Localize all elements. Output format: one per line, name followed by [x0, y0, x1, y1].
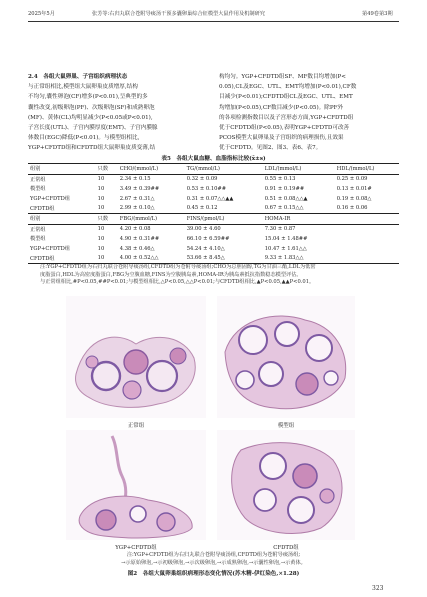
section-right-line: 0.05),CL及EGC、UTL、EMT均增加(P<0.01),CF数: [219, 84, 357, 91]
table-cell: 7.30 ± 0.87: [264, 226, 296, 233]
table-cell: 正常组: [30, 226, 46, 233]
section-title: 2.4 各组大鼠卵巢、子宫组织病理状态: [28, 74, 128, 80]
table-header-cell: HDL/(mmol/L): [336, 165, 375, 172]
data-table: [28, 163, 399, 264]
table-cell: 10: [97, 255, 105, 262]
table-header-cell: 组别: [30, 166, 41, 173]
table-cell: 39.00 ± 4.60: [186, 226, 221, 233]
table-notes: [40, 264, 399, 287]
table-cell: 4.90 ± 0.31##: [119, 235, 160, 242]
table-header-cell: TG/(mmol/L): [186, 165, 220, 172]
table-row: [28, 253, 399, 263]
section-right-column: [219, 72, 399, 154]
table-header-cell: 组别: [30, 216, 41, 223]
table-row: [28, 244, 399, 254]
table-cell: 10: [97, 205, 105, 212]
table-cell: 正常组: [30, 176, 46, 183]
table-cell: YGP+CFDTD组: [30, 246, 70, 253]
table-cell: 0.25 ± 0.09: [336, 176, 368, 183]
histology-image-model: [217, 296, 355, 418]
histology-image-cfdtd: [217, 430, 355, 540]
table-cell: 0.67 ± 0.15△△: [264, 205, 304, 212]
panel-label-normal: 正常组: [127, 423, 145, 429]
table-cell: 54.24 ± 4.10△: [186, 245, 225, 252]
table-cell: 15.04 ± 1.48##: [264, 235, 308, 242]
table-cell: 66.10 ± 6.59##: [186, 235, 230, 242]
section-left-line: 不均匀,囊性卵泡(CF)增多(P<0.01),呈典型的多: [28, 94, 148, 101]
table-cell: 0.51 ± 0.08△△▲: [264, 195, 308, 202]
panel-label-cfdtd: CFDTD组: [273, 545, 299, 551]
section-left-line: (MF)、黄体(CL)均明显减少(P<0.05或P<0.01),: [28, 114, 153, 121]
table-cell: 0.16 ± 0.06: [336, 205, 368, 212]
table-cell: 10: [97, 245, 105, 252]
page-number: 323: [372, 585, 384, 592]
table-cell: [335, 234, 399, 244]
table-header-cell: 只数: [97, 166, 109, 173]
figure-notes: [28, 552, 399, 567]
table-cell: 4.38 ± 0.46△: [119, 245, 155, 252]
table-cell: 10: [97, 235, 105, 242]
table-row: [28, 174, 399, 184]
data-table-wrap: [28, 163, 399, 264]
table-cell: 0.19 ± 0.08△: [336, 195, 372, 202]
table-header-cell: CHO/(mmol/L): [119, 165, 159, 172]
section-right-line: 均增加(P<0.05),CF数目减少(P<0.05)。除PF外: [219, 104, 344, 111]
header-rule: [28, 21, 399, 22]
table-cell: [335, 224, 399, 234]
table-header-cell: 只数: [97, 216, 109, 223]
section-left-line: 囊性改变,初级卵泡(PF)、次级卵泡(SF)和成熟卵泡: [28, 104, 155, 111]
table-caption: 表5 各组大鼠血糖、血脂指标比较(x̄±s): [161, 156, 266, 162]
table-cell: 模型组: [30, 186, 46, 193]
section-left-line: 子宫长度(UTL)、子宫内膜厚度(EMT)、子宫内膜腺: [28, 125, 158, 132]
section-right-line: 目减少(P<0.01);CFDTD组CL及EGC、UTL、EMT: [219, 94, 353, 101]
panel-label-ygp-cfdtd: YGP+CFDTD组: [115, 545, 157, 551]
histology-image-normal: [66, 296, 206, 418]
table-note-line: 注:YGP+CFDTD组为右归丸联合苍附导痰汤组,CFDTD组为苍附导痰汤组;CHO为总胆固醇,TG为甘油三酯,LDL为低密: [40, 264, 316, 270]
table-cell: 9.33 ± 1.83△△: [264, 255, 304, 262]
table-note-line: 与正常组相比,#P<0.05,##P<0.01;与模型组相比,△P<0.05,△△P<0.01;与CFDTD组相比,▲P<0.05,▲▲P<0.01。: [40, 279, 315, 286]
section-right-line: 构均匀。YGP+CFDTD组SF、MF数目均增加(P<: [219, 74, 346, 80]
section-right-line: PCOS模型大鼠卵巢及子宫组织的病理损伤,且效果: [219, 135, 344, 142]
table-header-row: [28, 213, 399, 224]
table-row: [28, 184, 399, 194]
table-cell: 0.55 ± 0.13: [264, 176, 296, 183]
table-header-cell: FINS/(pmol/L): [186, 215, 225, 222]
table-cell: 53.66 ± 8.45△: [186, 255, 225, 262]
table-header-cell: LDL/(mmol/L): [264, 165, 302, 172]
table-cell: CFDTD组: [30, 255, 55, 262]
table-cell: 0.45 ± 0.12: [186, 205, 218, 212]
section-right-line: 优于CFDTD。见图2、图3、表6、表7。: [219, 145, 322, 152]
table-cell: YGP+CFDTD组: [30, 196, 70, 203]
table-cell: 模型组: [30, 236, 46, 243]
section-left-column: [28, 72, 208, 154]
table-cell: 2.99 ± 0.10△: [119, 205, 155, 212]
table-row: [28, 194, 399, 204]
panel-label-model: 模型组: [277, 423, 295, 429]
table-header-cell: HOMA-IR: [264, 215, 291, 222]
table-cell: 0.31 ± 0.07△△▲▲: [186, 195, 234, 202]
table-cell: 10: [97, 185, 105, 192]
table-cell: 10.47 ± 1.61△△: [264, 245, 307, 252]
table-cell: 10: [97, 226, 105, 233]
figure-caption: 图2 各组大鼠卵巢组织病理形态变化情况(苏木精-伊红染色,×1.28): [127, 571, 300, 577]
table-cell: 10: [97, 176, 105, 183]
section-right-line: 优于CFDTD组(P<0.05),表明YGP+CFDTD可改善: [219, 125, 350, 132]
table-cell: 10: [97, 195, 105, 202]
table-cell: CFDTD组: [30, 205, 55, 212]
table-row: [28, 224, 399, 234]
table-cell: 2.67 ± 0.31△: [119, 195, 155, 202]
table-cell: 0.13 ± 0.01#: [336, 185, 372, 192]
header-issue: 第49卷第3期: [362, 11, 393, 17]
table-cell: [335, 253, 399, 263]
table-cell: 4.20 ± 0.08: [119, 226, 151, 233]
table-cell: 0.91 ± 0.19##: [264, 185, 305, 192]
histology-image-ygp-cfdtd: [66, 430, 206, 540]
table-note-line: 度脂蛋白,HDL为高密度脂蛋白,FBG为空腹血糖,FINS为空腹胰岛素,HOMA-IR为胰岛素抵抗指数稳态模型评估。: [40, 271, 302, 278]
table-row: [28, 234, 399, 244]
table-header-cell: FBG/(mmol/L): [119, 215, 158, 222]
table-cell: 3.49 ± 0.39##: [119, 185, 160, 192]
section-left-line: 与正常组相比,模型组大鼠卵巢皮质增厚,结构: [28, 84, 138, 91]
figure-note-line: 注:YGP+CFDTD组为右归丸联合苍附导痰汤组,CFDTD组为苍附导痰汤组;: [126, 552, 301, 558]
table-header-row: [28, 164, 399, 175]
table-cell: 4.00 ± 0.52△△: [119, 255, 159, 262]
table-cell: 0.32 ± 0.09: [186, 176, 218, 183]
header-date: 2025年5月: [28, 11, 55, 17]
table-header-cell: [335, 213, 399, 224]
table-cell: [335, 244, 399, 254]
section-left-line: YGP+CFDTD组和CFDTD组大鼠卵巢皮质变薄,结: [28, 145, 156, 152]
header-title: 张芳等:右归丸联合苍附导痰汤干预多囊卵巢综合征模型大鼠作用及机制研究: [92, 11, 265, 17]
section-right-line: 的各项检测指数目以及子宫形态方面,YGP+CFDTD组: [219, 114, 354, 121]
table-row: [28, 203, 399, 213]
table-cell: 0.53 ± 0.10##: [186, 185, 227, 192]
figure-note-line: →示原始卵泡,→示初级卵泡,→示次级卵泡,→示成熟卵泡,→示囊性卵泡,→示黄体。: [121, 559, 306, 566]
section-left-line: 体数目(EGC)降低(P<0.01)。与模型组相比,: [28, 135, 140, 142]
table-cell: 2.34 ± 0.15: [119, 176, 151, 183]
